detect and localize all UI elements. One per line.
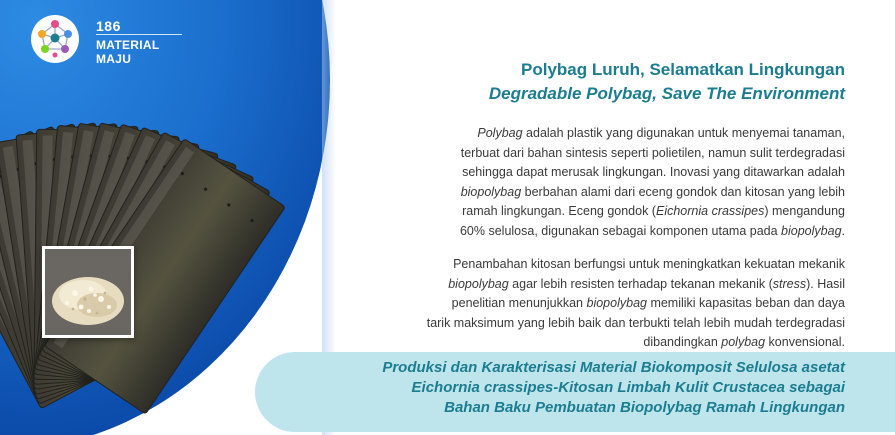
header-divider bbox=[96, 34, 182, 35]
text-line bbox=[461, 146, 845, 160]
molecule-network-logo-icon bbox=[30, 14, 80, 64]
research-title-line-2: Eichornia crassipes-Kitosan Limbah Kulit Crustacea sebagai bbox=[411, 379, 845, 396]
page-number: 186 bbox=[96, 18, 121, 34]
text-line bbox=[460, 224, 845, 238]
text-run: berbahan alami dari eceng gondok dan kitosan yang lebih bbox=[521, 184, 845, 199]
text-line bbox=[427, 316, 845, 330]
text-line bbox=[461, 185, 845, 199]
page-header bbox=[30, 14, 180, 64]
text-run: ). Hasil bbox=[806, 276, 845, 291]
text-line bbox=[477, 126, 845, 140]
text-line bbox=[452, 296, 845, 310]
text-run: . bbox=[841, 223, 845, 238]
article-body bbox=[325, 124, 845, 353]
italic-term: biopolybag bbox=[460, 184, 522, 199]
text-run: penelitian menunjukkan bbox=[451, 296, 587, 310]
italic-term: Eichornia crassipes bbox=[655, 204, 765, 218]
text-run: dibandingkan bbox=[643, 335, 722, 349]
text-line bbox=[643, 335, 845, 349]
article-title: Polybag Luruh, Selamatkan Lingkungan bbox=[521, 60, 845, 79]
cellulose-material-inset bbox=[42, 246, 134, 338]
text-run: adalah plastik yang digunakan untuk menyemai tanaman, bbox=[522, 126, 845, 140]
text-run: Penambahan kitosan berfungsi untuk meningkatkan kekuatan mekanik bbox=[453, 257, 845, 271]
text-run: tarik maksimum yang lebih baik dan terbukti telah lebih mudah terdegradasi bbox=[426, 315, 845, 330]
text-line bbox=[448, 277, 845, 291]
research-title-line-1: Produksi dan Karakterisasi Material Biokomposit Selulosa asetat bbox=[382, 359, 845, 376]
research-title bbox=[382, 358, 845, 418]
text-run: ramah lingkungan. Eceng gondok ( bbox=[462, 204, 656, 218]
text-run: agar lebih resisten terhadap tekanan mekanik ( bbox=[508, 276, 773, 291]
text-run: 60% selulosa, digunakan sebagai komponen utama pada bbox=[459, 223, 782, 238]
italic-term: polybag bbox=[721, 335, 766, 349]
text-line bbox=[453, 257, 845, 271]
text-line bbox=[462, 204, 845, 218]
italic-term: biopolybag bbox=[448, 276, 509, 291]
text-run: ) mengandung bbox=[764, 204, 845, 218]
text-run: konvensional. bbox=[765, 335, 845, 349]
paragraph-definition bbox=[325, 124, 845, 241]
text-run: sehingga dapat merusak lingkungan. Inovasi yang ditawarkan adalah bbox=[462, 165, 845, 179]
cellulose-flakes-image bbox=[45, 249, 131, 335]
italic-term: biopolybag bbox=[586, 296, 647, 310]
italic-term: biopolybag bbox=[781, 223, 842, 238]
italic-term: stress bbox=[772, 276, 807, 291]
research-title-line-3: Bahan Baku Pembuatan Biopolybag Ramah Lingkungan bbox=[444, 399, 845, 416]
italic-term: Polybag bbox=[477, 126, 523, 140]
text-line bbox=[462, 165, 845, 179]
section-name: MATERIAL MAJU bbox=[96, 38, 160, 66]
text-run: terbuat dari bahan sintesis seperti polietilen, namun sulit terdegradasi bbox=[460, 145, 845, 160]
article-title-english: Degradable Polybag, Save The Environment bbox=[488, 84, 845, 103]
text-run: memiliki kapasitas beban dan daya bbox=[646, 296, 845, 310]
paragraph-findings bbox=[325, 255, 845, 353]
article-titles bbox=[489, 58, 845, 106]
